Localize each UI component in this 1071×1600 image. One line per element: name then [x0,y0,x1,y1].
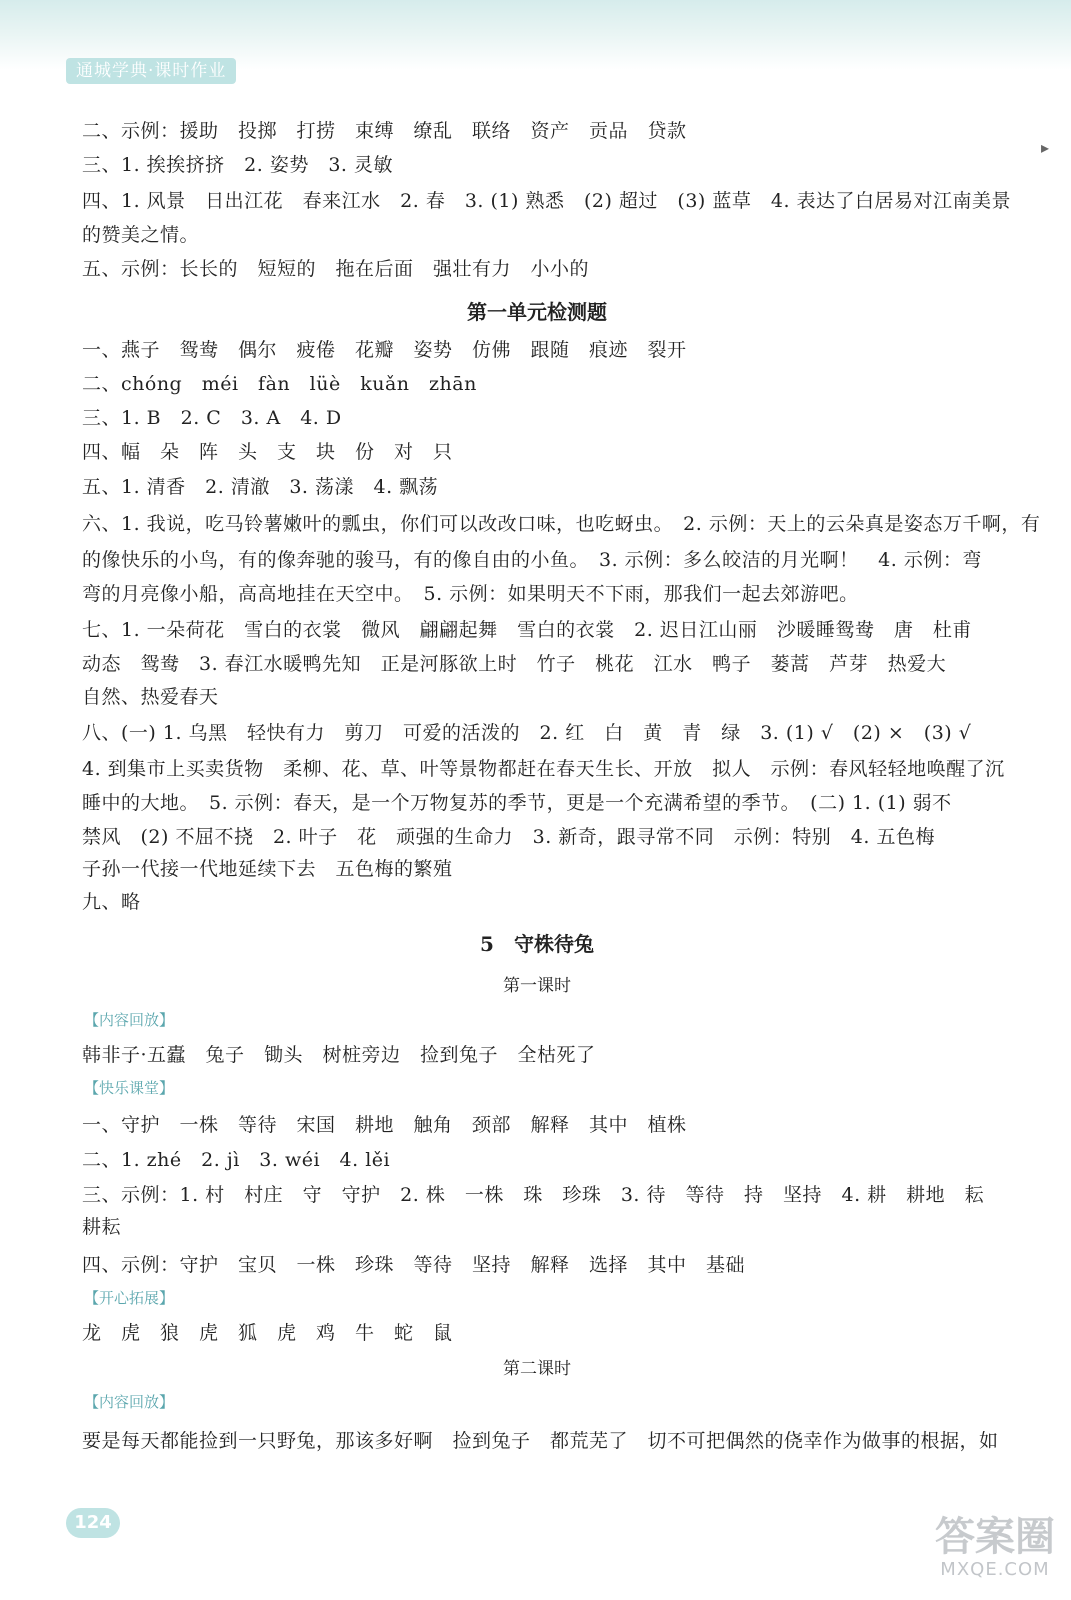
answer-line: 自然、热爱春天 [82,686,219,708]
answer-line: 要是每天都能捡到一只野兔，那该多好啊 捡到兔子 都荒芜了 切不可把偶然的侥幸作为做事的根据，如 [82,1430,999,1452]
answer-line: 动态 鸳鸯 3. 春江水暖鸭先知 正是河豚欲上时 竹子 桃花 江水 鸭子 蒌蒿 芦芽 热爱大 [82,653,947,675]
review-tag: 【内容回放】 [84,1011,175,1029]
answer-line: 耕耘 [82,1216,122,1238]
series-label: 通城学典·课时作业 [66,58,236,84]
answer-line: 的赞美之情。 [82,224,200,246]
answer-line: 龙 虎 狼 虎 狐 虎 鸡 牛 蛇 鼠 [82,1322,453,1344]
answer-line: 一、燕子 鸳鸯 偶尔 疲倦 花瓣 姿势 仿佛 跟随 痕迹 裂开 [82,339,687,361]
answer-line: 的像快乐的小鸟，有的像奔驰的骏马，有的像自由的小鱼。 3. 示例：多么皎洁的月光啊！ 4. 示例：弯 [82,549,982,571]
answer-line: 四、1. 风景 日出江花 春来江水 2. 春 3. (1) 熟悉 (2) 超过 (3) 蓝草 4. 表达了白居易对江南美景 [82,190,1012,212]
answer-line: 二、chóng méi fàn lüè kuǎn zhān [82,373,477,395]
review-tag-2: 【内容回放】 [84,1393,175,1411]
watermark-url: MXQE.COM [940,1559,1050,1580]
page-number: 124 [66,1508,120,1538]
answer-line: 4. 到集市上买卖货物 柔柳、花、草、叶等景物都赶在春天生长、开放 拟人 示例：春风轻轻地唤醒了沉 [82,758,1005,780]
answer-line: 禁风 (2) 不屈不挠 2. 叶子 花 顽强的生命力 3. 新奇，跟寻常不同 示例：特别 4. 五色梅 [82,826,935,848]
answer-line: 五、1. 清香 2. 清澈 3. 荡漾 4. 飘荡 [82,476,439,498]
watermark-logo: 答案圈 [935,1514,1055,1560]
answer-line: 五、示例：长长的 短短的 拖在后面 强壮有力 小小的 [82,258,590,280]
answer-line: 睡中的大地。 5. 示例：春天，是一个万物复苏的季节，更是一个充满希望的季节。 (二) 1. (1) 弱不 [82,792,952,814]
answer-line: 一、守护 一株 等待 宋国 耕地 触角 颈部 解释 其中 植株 [82,1114,687,1136]
answer-line: 弯的月亮像小船，高高地挂在天空中。 5. 示例：如果明天不下雨，那我们一起去郊游吧。 [82,583,859,605]
answer-line: 三、1. B 2. C 3. A 4. D [82,407,342,429]
extension-tag: 【开心拓展】 [84,1289,175,1307]
period2-title: 第二课时 [503,1359,571,1379]
answer-line: 七、1. 一朵荷花 雪白的衣裳 微风 翩翩起舞 雪白的衣裳 2. 迟日江山丽 沙暖睡鸳鸯 唐 杜甫 [82,619,972,641]
answer-line: 子孙一代接一代地延续下去 五色梅的繁殖 [82,858,453,880]
answer-line: 四、幅 朵 阵 头 支 块 份 对 只 [82,441,453,463]
class-tag: 【快乐课堂】 [84,1079,175,1097]
answer-line: 九、略 [82,891,141,913]
lesson-title: 5 守株待兔 [480,932,594,956]
side-mark: ▸ [1040,138,1049,157]
answer-line: 二、1. zhé 2. jì 3. wéi 4. lěi [82,1149,391,1171]
answer-line: 三、1. 挨挨挤挤 2. 姿势 3. 灵敏 [82,154,394,176]
watermark [935,1515,1055,1580]
answer-line: 六、1. 我说，吃马铃薯嫩叶的瓢虫，你们可以改改口味，也吃蚜虫。 2. 示例：天上的云朵真是姿态万千啊，有 [82,513,1041,535]
answer-line: 韩非子·五蠹 兔子 锄头 树桩旁边 捡到兔子 全枯死了 [82,1044,596,1066]
answer-line: 三、示例：1. 村 村庄 守 守护 2. 株 一株 珠 珍珠 3. 待 等待 持 坚持 4. 耕 耕地 耘 [82,1184,985,1206]
period1-title: 第一课时 [503,976,571,996]
answer-line: 二、示例：援助 投掷 打捞 束缚 缭乱 联络 资产 贡品 贷款 [82,120,687,142]
answer-line: 四、示例：守护 宝贝 一株 珍珠 等待 坚持 解释 选择 其中 基础 [82,1254,746,1276]
unit-test-title: 第一单元检测题 [467,300,607,324]
answer-line: 八、(一) 1. 乌黑 轻快有力 剪刀 可爱的活泼的 2. 红 白 黄 青 绿 3. (1) √ (2) × (3) √ [82,722,972,744]
